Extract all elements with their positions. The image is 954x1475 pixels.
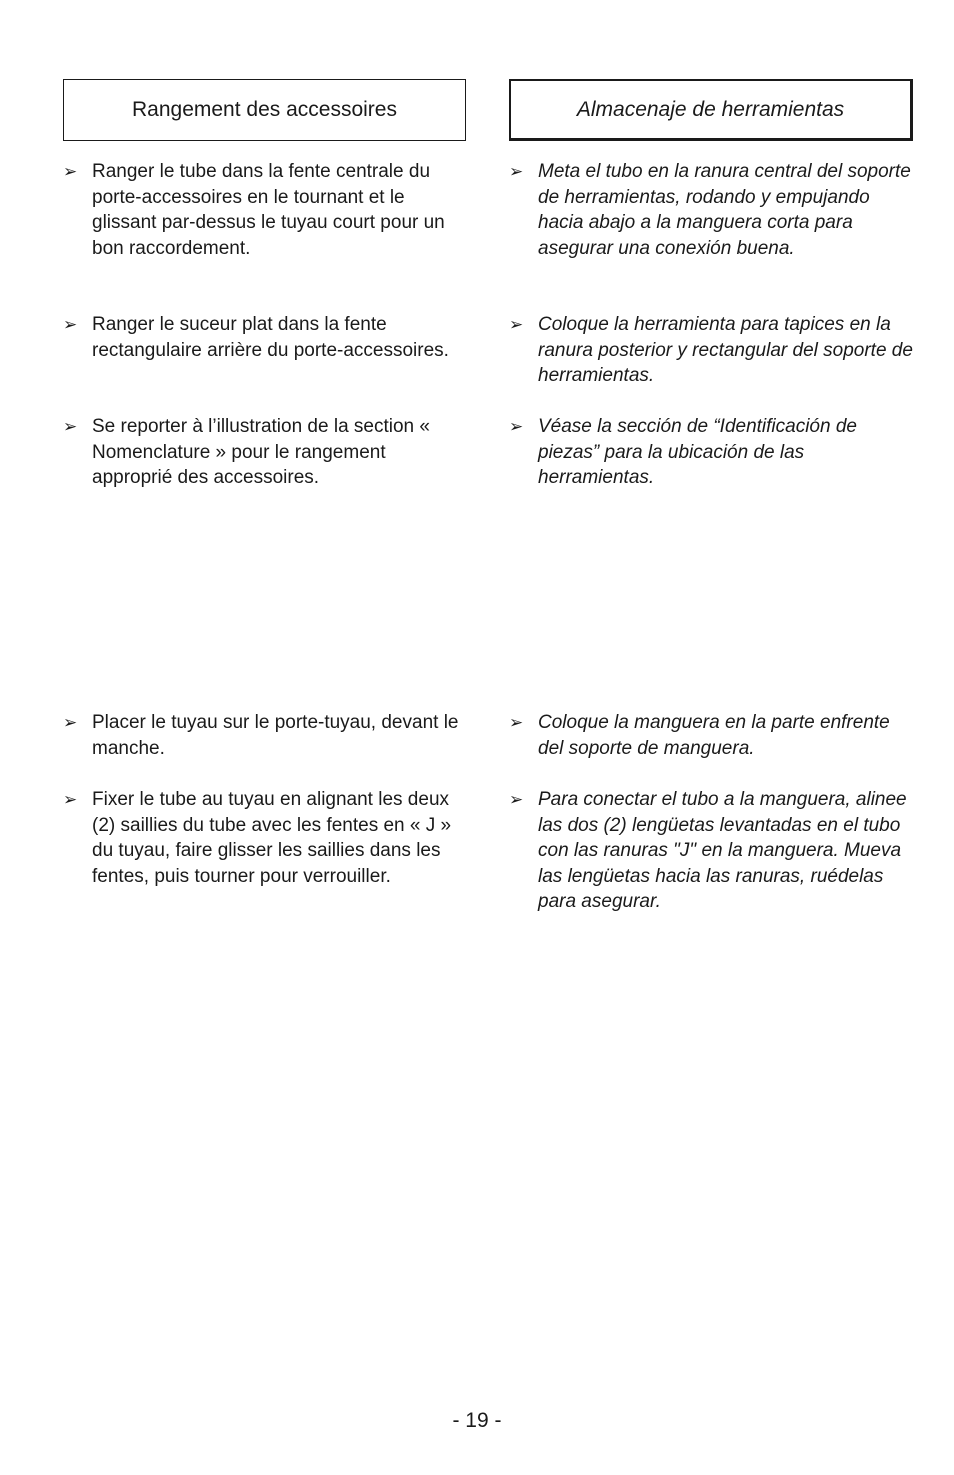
arrow-bullet-icon: ➢ — [63, 713, 78, 732]
page-number: - 19 - — [452, 1409, 502, 1432]
french-bullet-text: Fixer le tube au tuyau en alignant les deux (2) saillies du tube avec les fentes en « J » du tuyau, faire glisser les saillies dans les fentes, puis tourner pour verrouiller. — [92, 789, 452, 887]
french-bullet-text: Se reporter à l’illustration de la section « Nomenclature » pour le rangement approprié des accessoires. — [92, 416, 430, 488]
french-bullet-text: Ranger le tube dans la fente centrale du porte-accessoires en le tournant et le glissant par-dessus le tuyau court pour un bon raccordement. — [92, 161, 445, 259]
spanish-section-heading — [509, 79, 913, 141]
spanish-bullet-text: Coloque la herramienta para tapices en la ranura posterior y rectangular del soporte de herramientas. — [538, 314, 913, 386]
spanish-bullet-4 — [509, 710, 913, 761]
french-section-heading — [63, 79, 466, 141]
spanish-bullet-1 — [509, 159, 913, 261]
arrow-bullet-icon: ➢ — [509, 713, 524, 732]
spanish-bullet-text: Coloque la manguera en la parte enfrente del soporte de manguera. — [538, 712, 890, 759]
arrow-bullet-icon: ➢ — [509, 790, 524, 809]
arrow-bullet-icon: ➢ — [509, 162, 524, 181]
french-bullet-1 — [63, 159, 466, 261]
spanish-bullet-text: Meta el tubo en la ranura central del soporte de herramientas, rodando y empujando hacia abajo a la manguera corta para asegurar una conexión buena. — [538, 161, 911, 259]
spanish-bullet-2 — [509, 312, 913, 389]
spanish-bullet-text: Véase la sección de “Identificación de piezas” para la ubicación de las herramientas. — [538, 416, 857, 488]
arrow-bullet-icon: ➢ — [509, 417, 524, 436]
spanish-bullet-5 — [509, 787, 913, 915]
french-heading-text: Rangement des accessoires — [132, 98, 397, 121]
french-bullet-4 — [63, 710, 466, 761]
spanish-bullet-text: Para conectar el tubo a la manguera, alinee las dos (2) lengüetas levantadas en el tubo con las ranuras "J" en la manguera. Mueva las lengüetas hacia las ranuras, ruédelas para asegurar. — [538, 789, 907, 912]
french-bullet-5 — [63, 787, 466, 889]
arrow-bullet-icon: ➢ — [63, 790, 78, 809]
french-bullet-text: Placer le tuyau sur le porte-tuyau, devant le manche. — [92, 712, 459, 759]
french-bullet-2 — [63, 312, 466, 363]
french-bullet-3 — [63, 414, 466, 491]
arrow-bullet-icon: ➢ — [63, 315, 78, 334]
spanish-heading-text: Almacenaje de herramientas — [576, 97, 845, 121]
spanish-bullet-3 — [509, 414, 913, 491]
arrow-bullet-icon: ➢ — [63, 162, 78, 181]
arrow-bullet-icon: ➢ — [63, 417, 78, 436]
french-bullet-text: Ranger le suceur plat dans la fente rectangulaire arrière du porte-accessoires. — [92, 314, 449, 361]
arrow-bullet-icon: ➢ — [509, 315, 524, 334]
